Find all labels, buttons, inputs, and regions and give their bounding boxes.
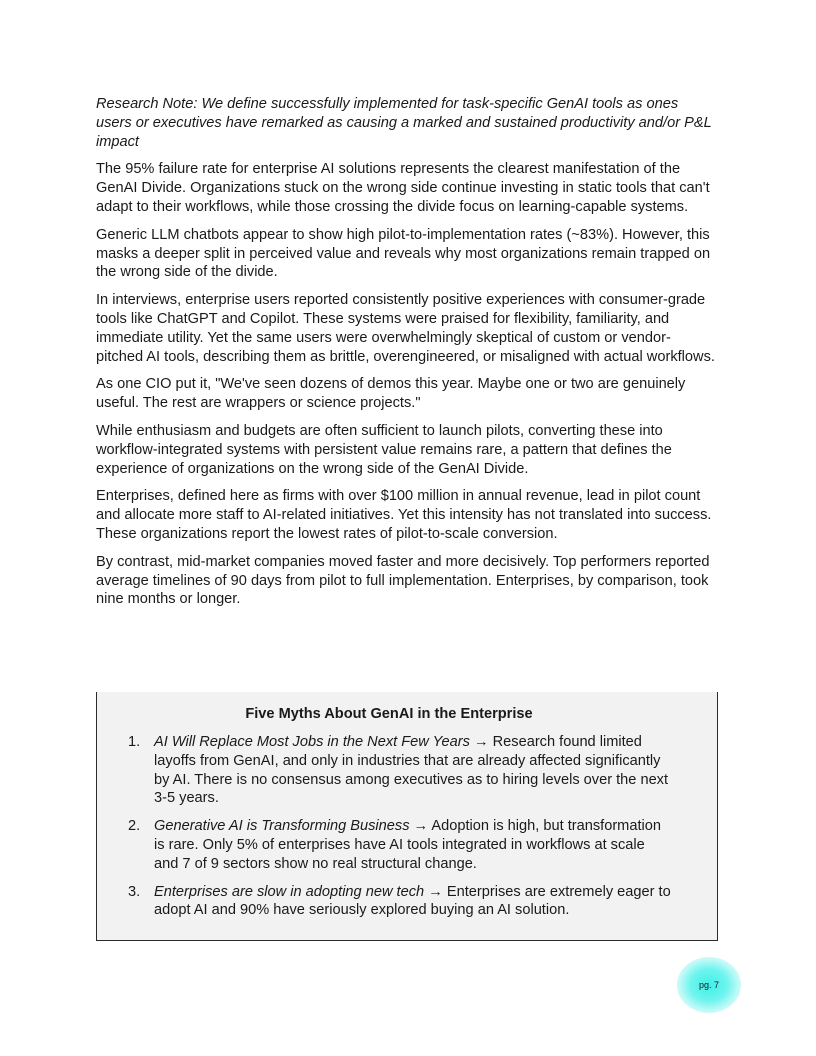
- paragraph-chatbots: Generic LLM chatbots appear to show high pilot-to-implementation rates (~83%). However, this masks a deeper split in perceived value and reveals why most organizations remain trapped on the wrong side of the divide.: [96, 226, 711, 281]
- paragraph-interviews: In interviews, enterprise users reported consistently positive experiences with consumer-grade tools like ChatGPT and Copilot. These systems were praised for flexibility, familiarity, and immediate utility. Yet the same users were overwhelmingly skeptical of custom or vendor-pitched AI tools, describing them as brittle, overengineered, or misaligned with actual workflows.: [96, 292, 715, 365]
- myth-title: AI Will Replace Most Jobs in the Next Few Years: [154, 734, 470, 750]
- paragraph-cio-quote: As one CIO put it, "We've seen dozens of demos this year. Maybe one or two are genuinely useful. The rest are wrappers or science projects.": [96, 376, 686, 412]
- myth-title: Generative AI is Transforming Business: [154, 818, 410, 835]
- arrow-icon: →: [409, 818, 432, 835]
- paragraph-mid-market: By contrast, mid-market companies moved faster and more decisively. Top performers reported average timelines of 90 days from pilot to full implementation. Enterprises, by comparison, took nine months or longer.: [96, 553, 710, 608]
- page-number-badge: [677, 957, 741, 1013]
- research-note: Research Note: We define successfully implemented for task-specific GenAI tools as ones users or executives have remarked as causing a marked and sustained productivity and/or P&L impact: [96, 96, 712, 150]
- list-item: [128, 733, 673, 808]
- myth-text: Adoption is high, but transformation is rare. Only 5% of enterprises have AI tools integrated in workflows at scale and 7 of 9 sectors show no real structural change.: [154, 818, 661, 872]
- myth-text: Enterprises are extremely eager to adopt AI and 90% have seriously explored buying an AI solution.: [154, 883, 671, 919]
- myth-number: 3.: [128, 883, 141, 900]
- paragraph-failure-rate: The 95% failure rate for enterprise AI solutions represents the clearest manifestation of the GenAI Divide. Organizations stuck on the wrong side continue investing in static tools that can't adapt to their workflows, while those crossing the divide focus on learning-capable systems.: [96, 161, 710, 215]
- arrow-icon: →: [469, 734, 493, 750]
- paragraph-pilots: While enthusiasm and budgets are often sufficient to launch pilots, converting these into workflow-integrated systems with persistent value remains rare, a pattern that defines the experience of organizations on the wrong side of the GenAI Divide.: [96, 422, 672, 477]
- list-item: [128, 883, 673, 921]
- myth-title: Enterprises are slow in adopting new tech: [154, 883, 425, 900]
- myth-number: 2.: [128, 818, 141, 835]
- myths-list: [128, 733, 673, 929]
- callout-title: Five Myths About GenAI in the Enterprise: [245, 706, 533, 722]
- paragraph-enterprises: Enterprises, defined here as firms with over $100 million in annual revenue, lead in pilot count and allocate more staff to AI-related initiatives. Yet this intensity has not translated into success. These organizations report the lowest rates of pilot-to-scale conversion.: [96, 488, 712, 542]
- page-number: pg. 7: [698, 980, 720, 990]
- myth-number: 1.: [128, 734, 141, 750]
- myths-callout-box: [96, 692, 718, 941]
- list-item: [128, 817, 673, 873]
- arrow-icon: →: [424, 883, 447, 900]
- body-text: [96, 95, 716, 618]
- myth-text: Research found limited layoffs from GenAI, and only in industries that are already affected significantly by AI. There is no consensus among executives as to hiring levels over the next 3-5 years.: [154, 734, 669, 807]
